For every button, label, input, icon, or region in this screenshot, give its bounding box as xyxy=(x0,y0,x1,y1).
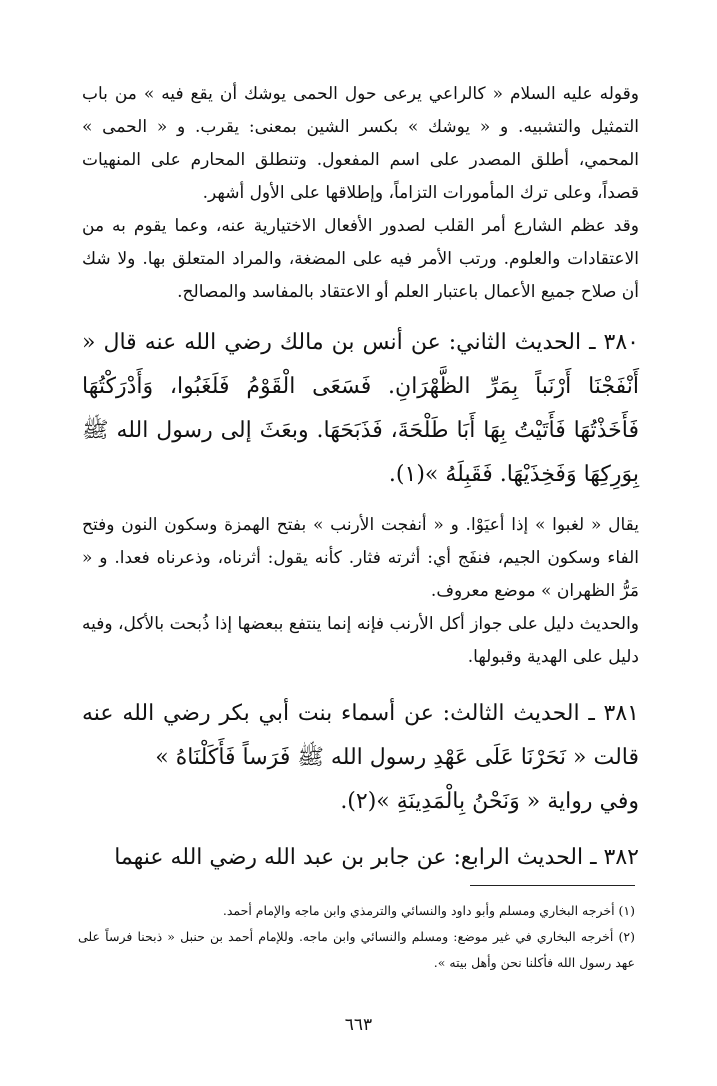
paragraph-commentary-1: وقوله عليه السلام « كالراعي يرعى حول الحمى يوشك أن يقع فيه » من باب التمثيل والتشبيه. و « يوشك » بكسر الشين بمعنى: يقرب. و « الحمى » المحمي، أطلق المصدر على اسم المفعول. وتنطلق المحارم على المنهيات قصداً، وعلى ترك المأمورات التزاماً، وإطلاقها على الأول أشهر. xyxy=(82,84,640,203)
paragraph-commentary-2: وقد عظم الشارع أمر القلب لصدور الأفعال الاختيارية عنه، وعما يقوم به من الاعتقادات والعلوم. ورتب الأمر فيه على المضغة، والمراد المتعلق بها. ولا شك أن صلاح جميع الأعمال باعتبار العلم أو الاعتقاد بالمفاسد والمصالح. xyxy=(82,216,639,302)
footnote-1: (١) أخرجه البخاري ومسلم وأبو داود والنسائي والترمذي وابن ماجه والإمام أحمد. xyxy=(222,903,635,918)
footnote-2: (٢) أخرجه البخاري في غير موضع: ومسلم والنسائي وابن ماجه. وللإمام أحمد بن حنبل « ذبحنا فرساً على عهد رسول الله فأكلنا نحن وأهل بيته ». xyxy=(78,929,635,970)
hadith-381-narration: وفي رواية « وَنَحْنُ بِالْمَدِينَةِ »(٢). xyxy=(340,789,639,814)
page-number: ٦٦٣ xyxy=(344,1015,373,1035)
main-text xyxy=(82,78,639,880)
hadith-382: ٣٨٢ ـ الحديث الرابع: عن جابر بن عبد الله رضي الله عنهما xyxy=(114,845,639,870)
hadith-381: ٣٨١ ـ الحديث الثالث: عن أسماء بنت أبي بكر رضي الله عنه قالت « نَحَرْنَا عَلَى عَهْدِ رسول الله ﷺ فَرَساً فَأَكَلْنَاهُ » xyxy=(82,701,639,770)
hadith-380: ٣٨٠ ـ الحديث الثاني: عن أنس بن مالك رضي الله عنه قال « أَنْفَجْنَا أَرْنَباً بِمَرِّ الظَّهْرَانِ. فَسَعَى الْقَوْمُ فَلَغَبُوا، وَأَدْرَكْتُهَا فَأَخَذْتُهَا فَأَتَيْتُ بِهَا أَبَا طَلْحَةَ، فَذَبَحَهَا. وبعَثَ إلى رسول الله ﷺ بِوَرِكِهَا وَفَخِذَيْهَا. فَقَبِلَهُ »(١). xyxy=(82,330,639,487)
paragraph-commentary-3: يقال « لغبوا » إذا أعيَوْا. و « أنفجت الأرنب » بفتح الهمزة وسكون النون وفتح الفاء وسكون الجيم، فنفَج أي: أثرته فثار. كأنه يقول: أثرناه، وذعرناه فعدا. و « مَرُّ الظهران » موضع معروف. xyxy=(82,515,639,601)
paragraph-commentary-4: والحديث دليل على جواز أكل الأرنب فإنه إنما ينتفع ببعضها إذا ذُبحت بالأكل، وفيه دليل على الهدية وقبولها. xyxy=(82,614,639,667)
footnotes xyxy=(78,898,635,976)
footnote-divider xyxy=(470,885,635,886)
